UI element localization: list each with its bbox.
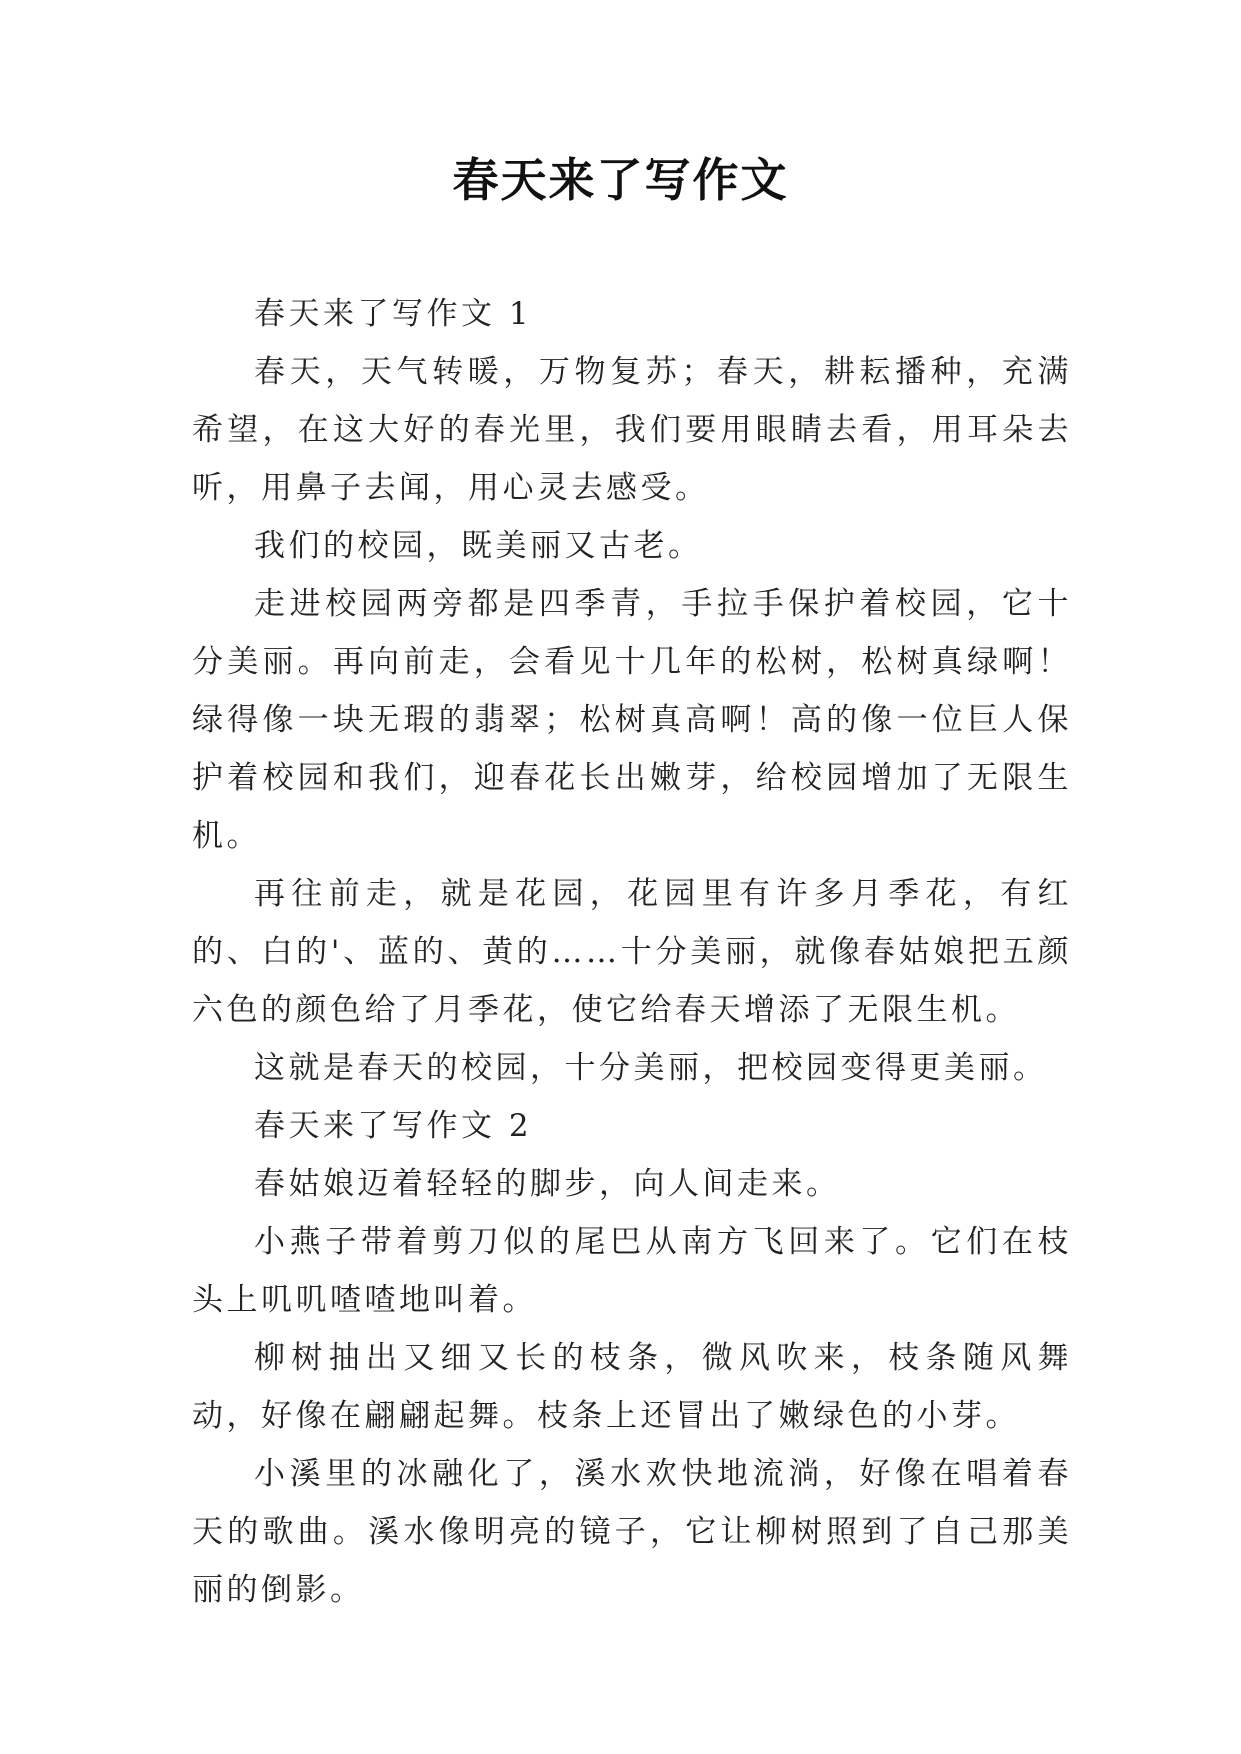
paragraph: 我们的校园，既美丽又古老。 bbox=[254, 528, 703, 564]
paragraph: 再往前走，就是花园，花园里有许多月季花，有红的、白的'、蓝的、黄的……十分美丽，就像春姑娘把五颜六色的颜色给了月季花，使它给春天增添了无限生机。 bbox=[192, 876, 1072, 1028]
paragraph: 小燕子带着剪刀似的尾巴从南方飞回来了。它们在枝头上叽叽喳喳地叫着。 bbox=[192, 1224, 1072, 1318]
section-heading: 春天来了写作文 1 bbox=[254, 296, 533, 332]
paragraph: 走进校园两旁都是四季青，手拉手保护着校园，它十分美丽。再向前走，会看见十几年的松树，松树真绿啊！绿得像一块无瑕的翡翠；松树真高啊！高的像一位巨人保护着校园和我们，迎春花长出嫩芽，给校园增加了无限生机。 bbox=[192, 586, 1072, 854]
paragraph: 柳树抽出又细又长的枝条，微风吹来，枝条随风舞动，好像在翩翩起舞。枝条上还冒出了嫩绿色的小芽。 bbox=[192, 1340, 1072, 1434]
paragraph: 小溪里的冰融化了，溪水欢快地流淌，好像在唱着春天的歌曲。溪水像明亮的镜子，它让柳树照到了自己那美丽的倒影。 bbox=[192, 1456, 1072, 1608]
paragraph: 春姑娘迈着轻轻的脚步，向人间走来。 bbox=[254, 1166, 841, 1202]
paragraph: 春天，天气转暖，万物复苏；春天，耕耘播种，充满希望，在这大好的春光里，我们要用眼睛去看，用耳朵去听，用鼻子去闻，用心灵去感受。 bbox=[192, 354, 1072, 506]
section-heading: 春天来了写作文 2 bbox=[254, 1108, 533, 1144]
paragraph: 这就是春天的校园，十分美丽，把校园变得更美丽。 bbox=[254, 1050, 1048, 1086]
document-title: 春天来了写作文 bbox=[452, 153, 789, 207]
document-body bbox=[192, 285, 1072, 1619]
